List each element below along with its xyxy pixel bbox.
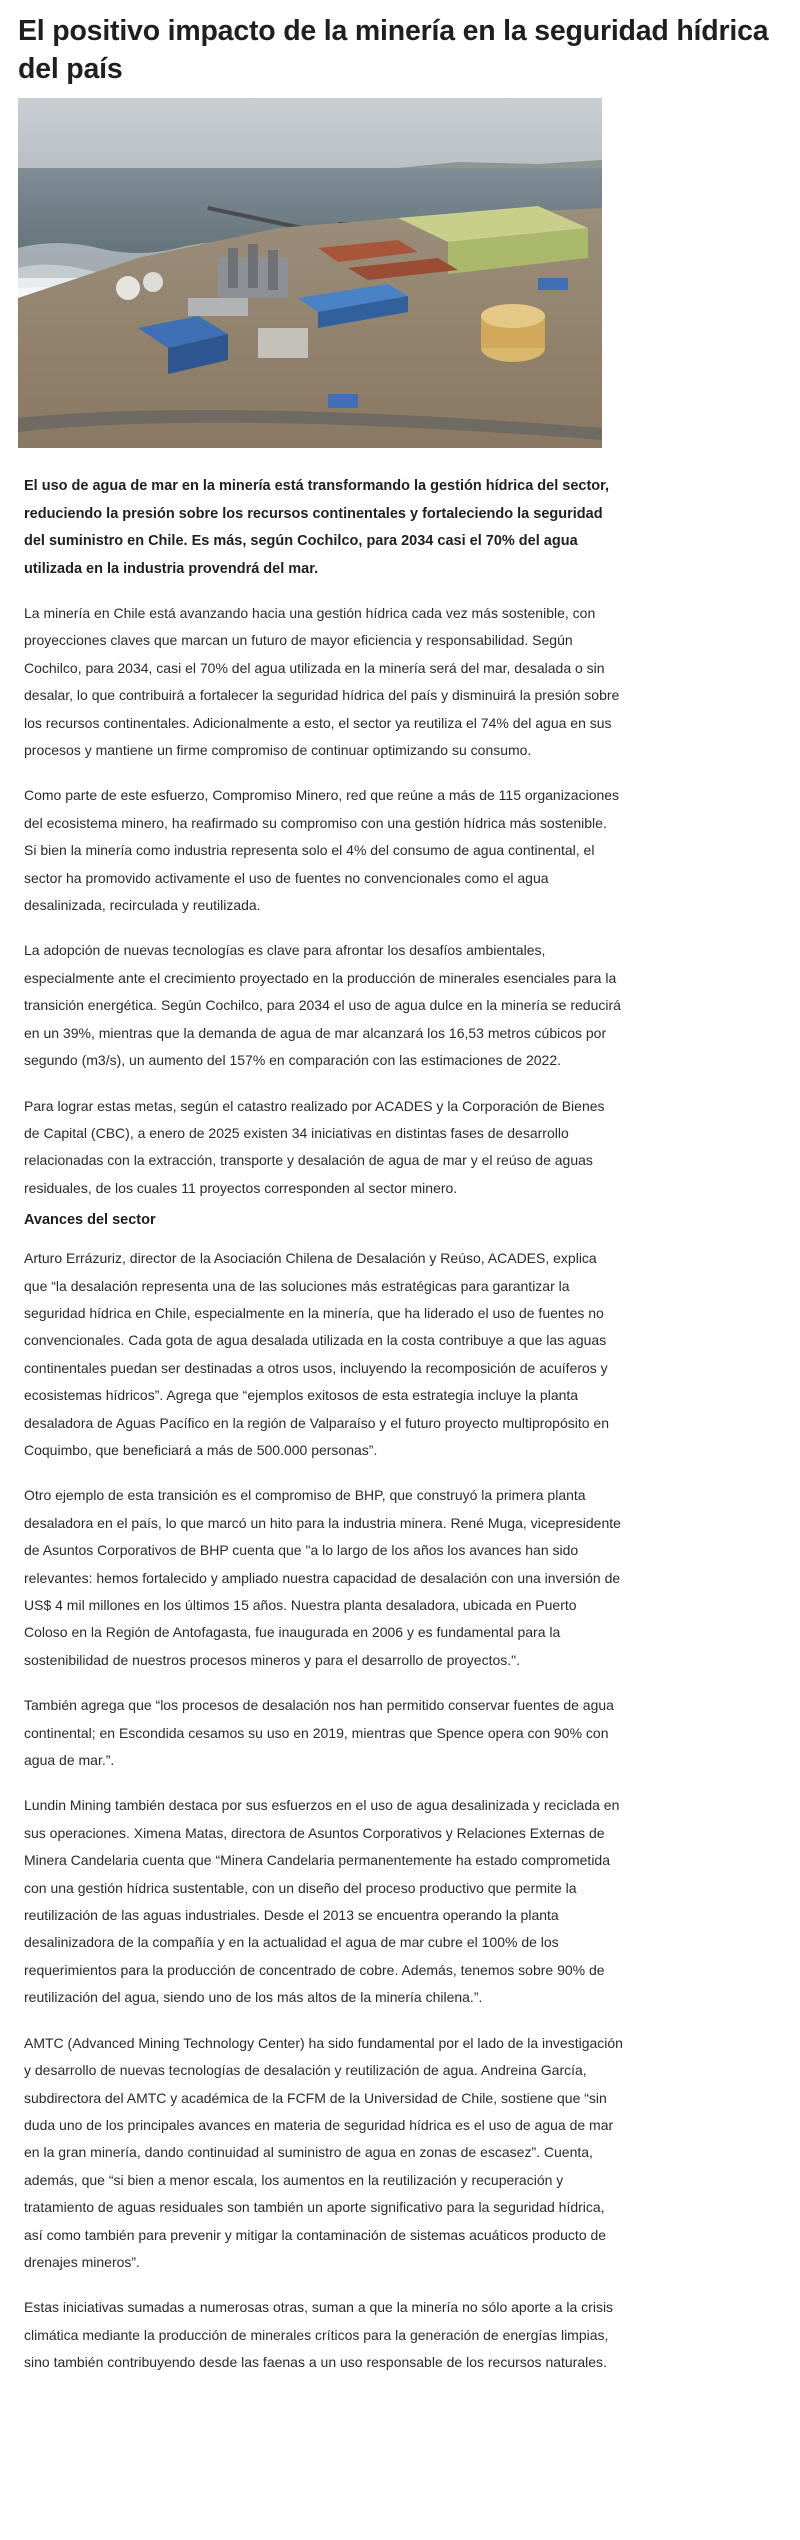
article-hero-image	[18, 98, 602, 448]
article-paragraph: Estas iniciativas sumadas a numerosas otras, suman a que la minería no sólo aporte a la crisis climática mediante la producción de minerales críticos para la generación de energías limpias, sino también contribuyendo desde las faenas a un uso responsable de los recursos naturales.	[24, 2299, 614, 2371]
section-heading: Avances del sector	[24, 1212, 156, 1229]
article-body	[18, 473, 623, 2377]
article-title: El positivo impacto de la minería en la seguridad hídrica del país	[18, 15, 769, 85]
article-paragraph: AMTC (Advanced Mining Technology Center) ha sido fundamental por el lado de la investigación y desarrollo de nuevas tecnologías de desalación y reutilización de agua. Andreina García, subdirectora del AMTC y académica de la FCFM de la Universidad de Chile, sostiene que “sin duda uno de los principales avances en materia de seguridad hídrica es el uso de agua de mar en la gran minería, dando continuidad al suministro de agua en zonas de escasez”. Cuenta, además, que “si bien a menor escala, los aumentos en la reutilización y recuperación y tratamiento de aguas residuales son también un aporte significativo para la seguridad hídrica, así como también para prevenir y mitigar la contaminación de sistemas acuáticos producto de drenajes mineros”.	[24, 2034, 623, 2270]
article-paragraph: También agrega que “los procesos de desalación nos han permitido conservar fuentes de agua continental; en Escondida cesamos su uso en 2019, mientras que Spence opera con 90% con agua de mar.”.	[24, 1697, 614, 1769]
article-paragraph: La adopción de nuevas tecnologías es clave para afrontar los desafíos ambientales, especialmente ante el crecimiento proyectado en la producción de minerales esenciales para la transición energética. Según Cochilco, para 2034 el uso de agua dulce en la minería se reducirá en un 39%, mientras que la demanda de agua de mar alcanzará los 16,53 metros cúbicos por segundo (m3/s), un aumento del 157% en comparación con las estimaciones de 2022.	[24, 942, 621, 1069]
article-lead: El uso de agua de mar en la minería está transformando la gestión hídrica del sector, reduciendo la presión sobre los recursos continentales y fortaleciendo la seguridad del suministro en Chile. Es más, según Cochilco, para 2034 casi el 70% del agua utilizada en la industria provendrá del mar.	[24, 478, 610, 577]
hero-image-illustration	[18, 98, 602, 448]
article-paragraph: Para lograr estas metas, según el catastro realizado por ACADES y la Corporación de Bienes de Capital (CBC), a enero de 2025 existen 34 iniciativas en distintas fases de desarrollo relacionadas con la extracción, transporte y desalación de agua de mar y el reúso de aguas residuales, de los cuales 11 proyectos corresponden al sector minero.	[24, 1097, 605, 1196]
article-paragraph: Otro ejemplo de esta transición es el compromiso de BHP, que construyó la primera planta desaladora en el país, lo que marcó un hito para la industria minera. René Muga, vicepresidente de Asuntos Corporativos de BHP cuenta que "a lo largo de los años los avances han sido relevantes: hemos fortalecido y ampliado nuestra capacidad de desalación con una inversión de US$ 4 mil millones en los últimos 15 años. Nuestra planta desaladora, ubicada en Puerto Coloso en la Región de Antofagasta, fue inaugurada en 2006 y es fundamental para la sostenibilidad de nuestros procesos mineros y para el desarrollo de proyectos.".	[24, 1487, 621, 1668]
article-paragraph: Como parte de este esfuerzo, Compromiso Minero, red que reúne a más de 115 organizaciones del ecosistema minero, ha reafirmado su compromiso con una gestión hídrica más sostenible. Si bien la minería como industria representa solo el 4% del consumo de agua continental, el sector ha promovido activamente el uso de fuentes no convencionales como el agua desalinizada, recirculada y reutilizada.	[24, 787, 620, 914]
article-paragraph: La minería en Chile está avanzando hacia una gestión hídrica cada vez más sostenible, con proyecciones claves que marcan un futuro de mayor eficiencia y responsabilidad. Según Cochilco, para 2034, casi el 70% del agua utilizada en la minería será del mar, desalada o sin desalar, lo que contribuirá a fortalecer la seguridad hídrica del país y disminuirá la presión sobre los recursos continentales. Adicionalmente a esto, el sector ya reutiliza el 74% del agua en sus procesos y mantiene un firme compromiso de continuar optimizando su consumo.	[24, 605, 620, 759]
article-paragraph: Lundin Mining también destaca por sus esfuerzos en el uso de agua desalinizada y reciclada en sus operaciones. Ximena Matas, directora de Asuntos Corporativos y Relaciones Externas de Minera Candelaria cuenta que “Minera Candelaria permanentemente ha estado comprometida con una gestión hídrica sustentable, con un diseño del proceso productivo que permite la reutilización de las aguas industriales. Desde el 2013 se encuentra operando la planta desalinizadora de la compañía y en la actualidad el agua de mar cubre el 100% de los requerimientos para la producción de concentrado de cobre. Además, tenemos sobre 90% de reutilización del agua, siendo uno de los más altos de la minería chilena.”.	[24, 1797, 620, 2006]
article-paragraph: Arturo Errázuriz, director de la Asociación Chilena de Desalación y Reúso, ACADES, explica que “la desalación representa una de las soluciones más estratégicas para garantizar la seguridad hídrica en Chile, especialmente en la minería, que ha liderado el uso de fuentes no convencionales. Cada gota de agua desalada utilizada en la costa contribuye a que las aguas continentales puedan ser destinadas a otros usos, incluyendo la recomposición de acuíferos y ecosistemas hídricos”. Agrega que “ejemplos exitosos de esta estrategia incluye la planta desaladora de Aguas Pacífico en la región de Valparaíso y el futuro proyecto multipropósito en Coquimbo, que beneficiará a más de 500.000 personas”.	[24, 1250, 609, 1458]
